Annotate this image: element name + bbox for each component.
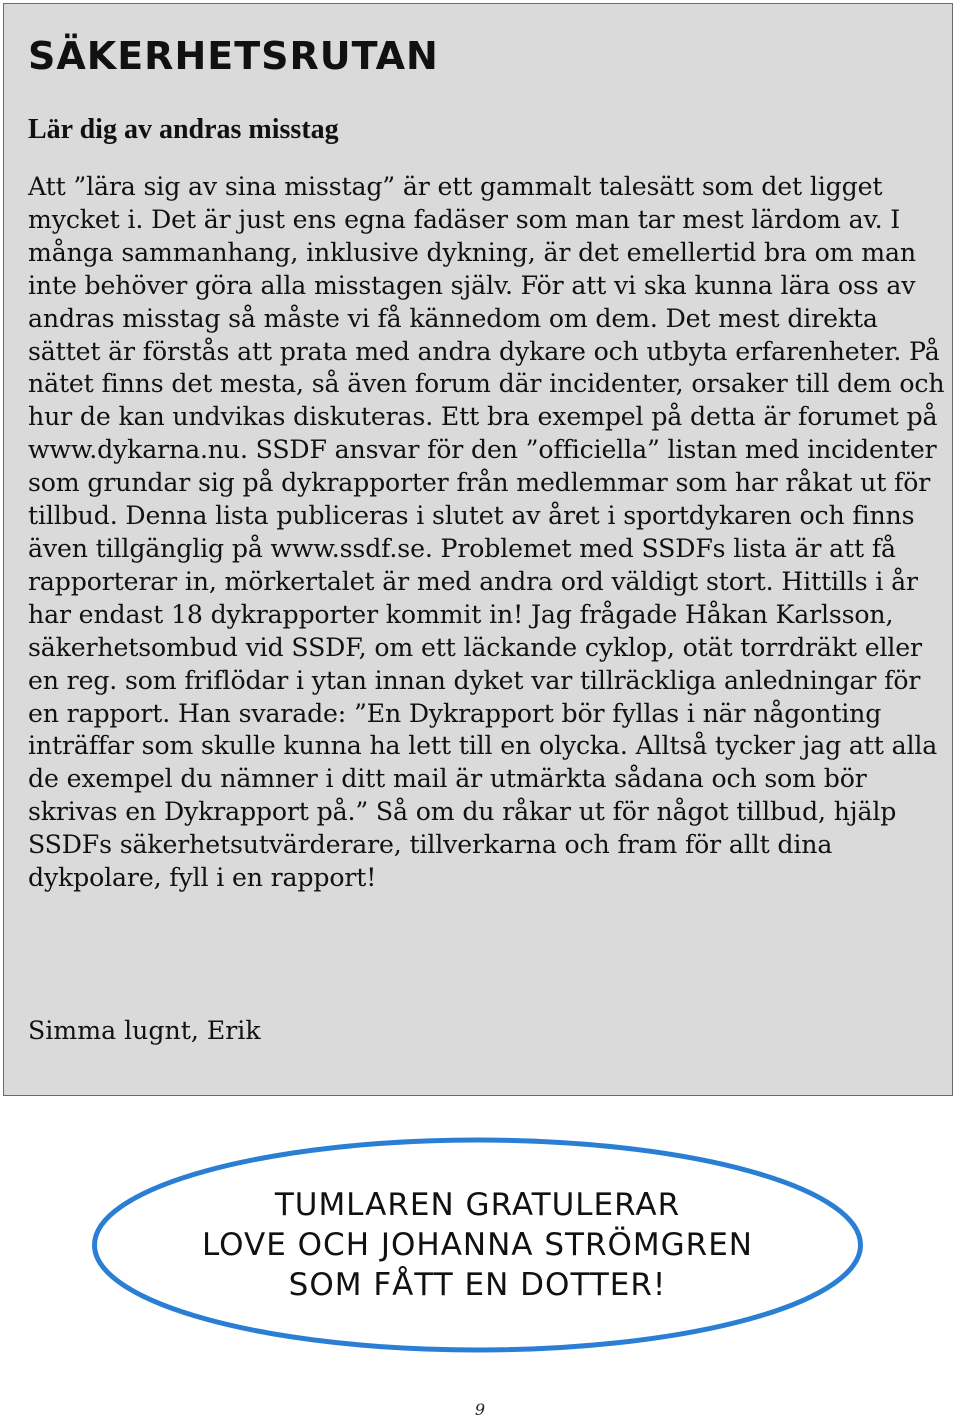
article-subtitle: Lär dig av andras misstag bbox=[28, 114, 339, 145]
announcement-line-3: SOM FÅTT EN DOTTER! bbox=[288, 1267, 667, 1303]
announcement-text bbox=[90, 1185, 865, 1305]
article-signoff: Simma lugnt, Erik bbox=[28, 1016, 261, 1045]
section-title: SÄKERHETSRUTAN bbox=[28, 34, 439, 78]
safety-box bbox=[3, 3, 953, 1096]
page-number: 9 bbox=[474, 1400, 486, 1419]
article-body: Att ”lära sig av sina misstag” är ett gammalt talesätt som det ligget mycket i. Det är just ens egna fadäser som man tar mest lärdom av. I många sammanhang, inklusive dykning, är det emellertid bra om man inte behöver göra alla misstagen själv. För att vi ska kunna lära oss av andras misstag så måste vi få kännedom om dem. Det mest direkta sättet är förstås att prata med andra dykare och utbyta erfarenheter. På nätet finns det mesta, så även forum där incidenter, orsaker till dem och hur de kan undvikas diskuteras. Ett bra exempel på detta är forumet på www.dykarna.nu. SSDF ansvar för den ”officiella” listan med incidenter som grundar sig på dykrapporter från medlemmar som har råkat ut för tillbud. Denna lista publiceras i slutet av året i sportdykaren och finns även tillgänglig på www.ssdf.se. Problemet med SSDFs lista är att få rapporterar in, mörkertalet är med andra ord väldigt stort. Hittills i år har endast 18 dykrapporter kommit in! Jag frågade Håkan Karlsson, säkerhetsombud vid SSDF, om ett läckande cyklop, otät torrdräkt eller en reg. som friflödar i ytan innan dyket var tillräckliga anledningar för en rapport. Han svarade: ”En Dykrapport bör fyllas i när någonting inträffar som skulle kunna ha lett till en olycka. Alltså tycker jag att alla de exempel du nämner i ditt mail är utmärkta sådana och som bör skrivas en Dykrapport på.” Så om du råkar ut för något tillbud, hjälp SSDFs säkerhetsutvärderare, tillverkarna och fram för allt dina dykpolare, fyll i en rapport! bbox=[28, 172, 945, 893]
announcement-line-2: LOVE OCH JOHANNA STRÖMGREN bbox=[201, 1227, 754, 1263]
announcement-oval bbox=[90, 1135, 865, 1355]
announcement-line-1: TUMLAREN GRATULERAR bbox=[274, 1187, 681, 1223]
